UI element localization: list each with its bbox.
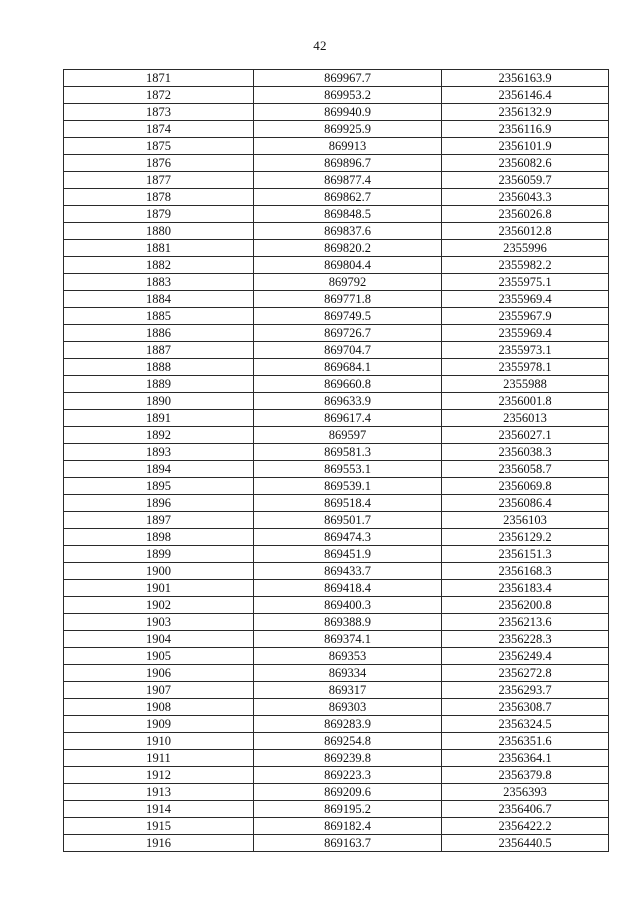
y-coordinate-cell: 2355969.4 xyxy=(442,325,609,342)
x-coordinate-cell: 869726.7 xyxy=(254,325,442,342)
x-coordinate-cell: 869749.5 xyxy=(254,308,442,325)
y-coordinate-cell: 2356012.8 xyxy=(442,223,609,240)
point-number-cell: 1909 xyxy=(64,716,254,733)
x-coordinate-cell: 869862.7 xyxy=(254,189,442,206)
x-coordinate-cell: 869837.6 xyxy=(254,223,442,240)
x-coordinate-cell: 869925.9 xyxy=(254,121,442,138)
point-number-cell: 1887 xyxy=(64,342,254,359)
x-coordinate-cell: 869792 xyxy=(254,274,442,291)
y-coordinate-cell: 2356116.9 xyxy=(442,121,609,138)
y-coordinate-cell: 2356200.8 xyxy=(442,597,609,614)
x-coordinate-cell: 869913 xyxy=(254,138,442,155)
point-number-cell: 1874 xyxy=(64,121,254,138)
y-coordinate-cell: 2356351.6 xyxy=(442,733,609,750)
table-row xyxy=(64,274,609,291)
x-coordinate-cell: 869539.1 xyxy=(254,478,442,495)
point-number-cell: 1875 xyxy=(64,138,254,155)
table-row xyxy=(64,818,609,835)
x-coordinate-cell: 869317 xyxy=(254,682,442,699)
point-number-cell: 1876 xyxy=(64,155,254,172)
table-row xyxy=(64,801,609,818)
y-coordinate-cell: 2356422.2 xyxy=(442,818,609,835)
y-coordinate-cell: 2356132.9 xyxy=(442,104,609,121)
point-number-cell: 1889 xyxy=(64,376,254,393)
y-coordinate-cell: 2356379.8 xyxy=(442,767,609,784)
table-row xyxy=(64,342,609,359)
table-row xyxy=(64,563,609,580)
table-row xyxy=(64,512,609,529)
x-coordinate-cell: 869195.2 xyxy=(254,801,442,818)
x-coordinate-cell: 869804.4 xyxy=(254,257,442,274)
x-coordinate-cell: 869633.9 xyxy=(254,393,442,410)
point-number-cell: 1902 xyxy=(64,597,254,614)
x-coordinate-cell: 869182.4 xyxy=(254,818,442,835)
point-number-cell: 1883 xyxy=(64,274,254,291)
point-number-cell: 1906 xyxy=(64,665,254,682)
y-coordinate-cell: 2356013 xyxy=(442,410,609,427)
point-number-cell: 1899 xyxy=(64,546,254,563)
x-coordinate-cell: 869451.9 xyxy=(254,546,442,563)
x-coordinate-cell: 869771.8 xyxy=(254,291,442,308)
table-row xyxy=(64,325,609,342)
y-coordinate-cell: 2356163.9 xyxy=(442,70,609,87)
x-coordinate-cell: 869877.4 xyxy=(254,172,442,189)
table-row xyxy=(64,393,609,410)
table-row xyxy=(64,478,609,495)
x-coordinate-cell: 869501.7 xyxy=(254,512,442,529)
x-coordinate-cell: 869617.4 xyxy=(254,410,442,427)
point-number-cell: 1877 xyxy=(64,172,254,189)
table-row xyxy=(64,699,609,716)
table-row xyxy=(64,104,609,121)
table-row xyxy=(64,614,609,631)
y-coordinate-cell: 2356249.4 xyxy=(442,648,609,665)
y-coordinate-cell: 2356129.2 xyxy=(442,529,609,546)
point-number-cell: 1888 xyxy=(64,359,254,376)
table-body xyxy=(64,70,609,852)
x-coordinate-cell: 869400.3 xyxy=(254,597,442,614)
y-coordinate-cell: 2356364.1 xyxy=(442,750,609,767)
point-number-cell: 1873 xyxy=(64,104,254,121)
point-number-cell: 1910 xyxy=(64,733,254,750)
y-coordinate-cell: 2356393 xyxy=(442,784,609,801)
x-coordinate-cell: 869283.9 xyxy=(254,716,442,733)
point-number-cell: 1896 xyxy=(64,495,254,512)
point-number-cell: 1903 xyxy=(64,614,254,631)
y-coordinate-cell: 2356406.7 xyxy=(442,801,609,818)
table-row xyxy=(64,597,609,614)
y-coordinate-cell: 2355978.1 xyxy=(442,359,609,376)
x-coordinate-cell: 869209.6 xyxy=(254,784,442,801)
point-number-cell: 1878 xyxy=(64,189,254,206)
table-row xyxy=(64,750,609,767)
y-coordinate-cell: 2356069.8 xyxy=(442,478,609,495)
y-coordinate-cell: 2356272.8 xyxy=(442,665,609,682)
table-row xyxy=(64,444,609,461)
table-row xyxy=(64,784,609,801)
x-coordinate-cell: 869433.7 xyxy=(254,563,442,580)
x-coordinate-cell: 869820.2 xyxy=(254,240,442,257)
point-number-cell: 1897 xyxy=(64,512,254,529)
y-coordinate-cell: 2356082.6 xyxy=(442,155,609,172)
table-row xyxy=(64,631,609,648)
point-number-cell: 1893 xyxy=(64,444,254,461)
x-coordinate-cell: 869254.8 xyxy=(254,733,442,750)
y-coordinate-cell: 2356228.3 xyxy=(442,631,609,648)
table-row xyxy=(64,716,609,733)
table-row xyxy=(64,155,609,172)
point-number-cell: 1895 xyxy=(64,478,254,495)
y-coordinate-cell: 2356043.3 xyxy=(442,189,609,206)
x-coordinate-cell: 869597 xyxy=(254,427,442,444)
x-coordinate-cell: 869581.3 xyxy=(254,444,442,461)
x-coordinate-cell: 869374.1 xyxy=(254,631,442,648)
table-row xyxy=(64,223,609,240)
x-coordinate-cell: 869518.4 xyxy=(254,495,442,512)
table-row xyxy=(64,665,609,682)
y-coordinate-cell: 2355967.9 xyxy=(442,308,609,325)
y-coordinate-cell: 2356151.3 xyxy=(442,546,609,563)
table-row xyxy=(64,461,609,478)
y-coordinate-cell: 2356101.9 xyxy=(442,138,609,155)
x-coordinate-cell: 869704.7 xyxy=(254,342,442,359)
x-coordinate-cell: 869353 xyxy=(254,648,442,665)
coordinates-table xyxy=(63,69,609,852)
point-number-cell: 1907 xyxy=(64,682,254,699)
point-number-cell: 1916 xyxy=(64,835,254,852)
table-row xyxy=(64,172,609,189)
table-row xyxy=(64,580,609,597)
table-row xyxy=(64,308,609,325)
table-row xyxy=(64,682,609,699)
table-row xyxy=(64,138,609,155)
y-coordinate-cell: 2355996 xyxy=(442,240,609,257)
table-row xyxy=(64,835,609,852)
table-row xyxy=(64,410,609,427)
point-number-cell: 1904 xyxy=(64,631,254,648)
table-row xyxy=(64,70,609,87)
point-number-cell: 1898 xyxy=(64,529,254,546)
y-coordinate-cell: 2356213.6 xyxy=(442,614,609,631)
y-coordinate-cell: 2356183.4 xyxy=(442,580,609,597)
x-coordinate-cell: 869388.9 xyxy=(254,614,442,631)
point-number-cell: 1892 xyxy=(64,427,254,444)
point-number-cell: 1881 xyxy=(64,240,254,257)
point-number-cell: 1913 xyxy=(64,784,254,801)
point-number-cell: 1905 xyxy=(64,648,254,665)
y-coordinate-cell: 2356324.5 xyxy=(442,716,609,733)
table-row xyxy=(64,733,609,750)
table-row xyxy=(64,189,609,206)
x-coordinate-cell: 869474.3 xyxy=(254,529,442,546)
point-number-cell: 1885 xyxy=(64,308,254,325)
table-row xyxy=(64,427,609,444)
table-row xyxy=(64,495,609,512)
y-coordinate-cell: 2356440.5 xyxy=(442,835,609,852)
table-row xyxy=(64,291,609,308)
y-coordinate-cell: 2356038.3 xyxy=(442,444,609,461)
point-number-cell: 1884 xyxy=(64,291,254,308)
y-coordinate-cell: 2355988 xyxy=(442,376,609,393)
table-row xyxy=(64,648,609,665)
point-number-cell: 1894 xyxy=(64,461,254,478)
point-number-cell: 1912 xyxy=(64,767,254,784)
y-coordinate-cell: 2355969.4 xyxy=(442,291,609,308)
x-coordinate-cell: 869684.1 xyxy=(254,359,442,376)
table-row xyxy=(64,546,609,563)
x-coordinate-cell: 869940.9 xyxy=(254,104,442,121)
x-coordinate-cell: 869223.3 xyxy=(254,767,442,784)
y-coordinate-cell: 2356026.8 xyxy=(442,206,609,223)
y-coordinate-cell: 2356308.7 xyxy=(442,699,609,716)
y-coordinate-cell: 2356001.8 xyxy=(442,393,609,410)
point-number-cell: 1911 xyxy=(64,750,254,767)
table-row xyxy=(64,767,609,784)
table-row xyxy=(64,359,609,376)
x-coordinate-cell: 869660.8 xyxy=(254,376,442,393)
point-number-cell: 1900 xyxy=(64,563,254,580)
point-number-cell: 1915 xyxy=(64,818,254,835)
table-row xyxy=(64,206,609,223)
point-number-cell: 1908 xyxy=(64,699,254,716)
point-number-cell: 1914 xyxy=(64,801,254,818)
x-coordinate-cell: 869303 xyxy=(254,699,442,716)
point-number-cell: 1890 xyxy=(64,393,254,410)
x-coordinate-cell: 869163.7 xyxy=(254,835,442,852)
point-number-cell: 1880 xyxy=(64,223,254,240)
table-row xyxy=(64,529,609,546)
x-coordinate-cell: 869896.7 xyxy=(254,155,442,172)
x-coordinate-cell: 869239.8 xyxy=(254,750,442,767)
table-row xyxy=(64,257,609,274)
table-row xyxy=(64,87,609,104)
y-coordinate-cell: 2355982.2 xyxy=(442,257,609,274)
page-number: 42 xyxy=(313,38,327,53)
point-number-cell: 1872 xyxy=(64,87,254,104)
y-coordinate-cell: 2355975.1 xyxy=(442,274,609,291)
y-coordinate-cell: 2355973.1 xyxy=(442,342,609,359)
y-coordinate-cell: 2356058.7 xyxy=(442,461,609,478)
y-coordinate-cell: 2356086.4 xyxy=(442,495,609,512)
table-row xyxy=(64,121,609,138)
y-coordinate-cell: 2356146.4 xyxy=(442,87,609,104)
y-coordinate-cell: 2356168.3 xyxy=(442,563,609,580)
point-number-cell: 1882 xyxy=(64,257,254,274)
x-coordinate-cell: 869848.5 xyxy=(254,206,442,223)
x-coordinate-cell: 869953.2 xyxy=(254,87,442,104)
y-coordinate-cell: 2356293.7 xyxy=(442,682,609,699)
point-number-cell: 1871 xyxy=(64,70,254,87)
y-coordinate-cell: 2356059.7 xyxy=(442,172,609,189)
x-coordinate-cell: 869967.7 xyxy=(254,70,442,87)
x-coordinate-cell: 869418.4 xyxy=(254,580,442,597)
point-number-cell: 1879 xyxy=(64,206,254,223)
point-number-cell: 1891 xyxy=(64,410,254,427)
x-coordinate-cell: 869334 xyxy=(254,665,442,682)
point-number-cell: 1886 xyxy=(64,325,254,342)
y-coordinate-cell: 2356103 xyxy=(442,512,609,529)
y-coordinate-cell: 2356027.1 xyxy=(442,427,609,444)
point-number-cell: 1901 xyxy=(64,580,254,597)
table-row xyxy=(64,240,609,257)
x-coordinate-cell: 869553.1 xyxy=(254,461,442,478)
table-row xyxy=(64,376,609,393)
